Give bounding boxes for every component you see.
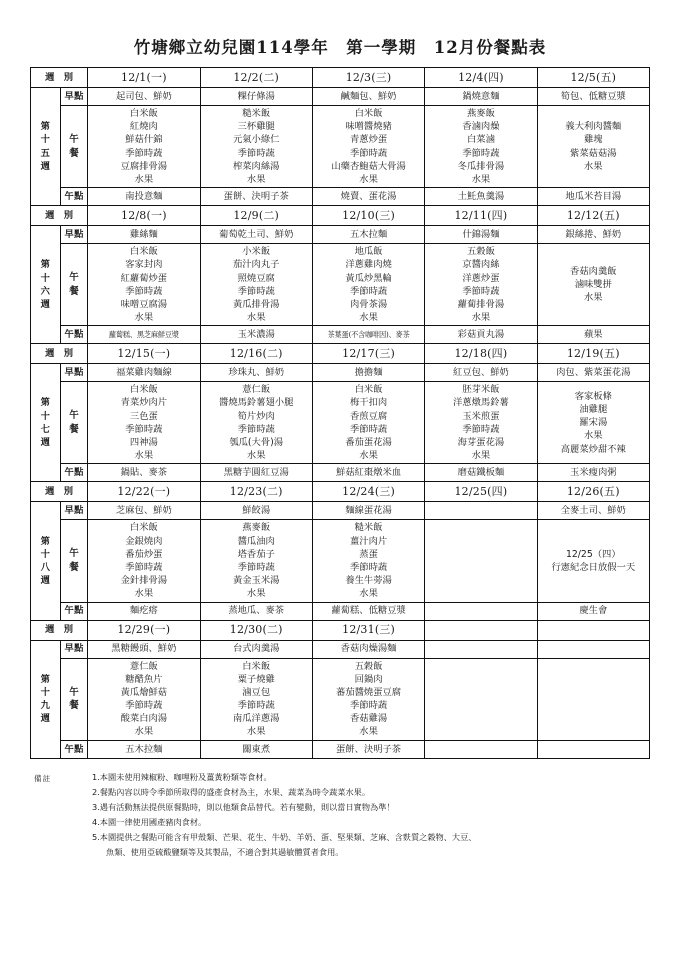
lunch-cell-3	[312, 382, 424, 464]
snack-cell-3: 燒賣、蛋花湯	[312, 188, 424, 206]
meal-label-snack: 午點	[61, 602, 88, 620]
lunch-cell-2	[200, 244, 312, 326]
breakfast-cell-4: 什錦湯麵	[425, 226, 537, 244]
lunch-item: 白米飯	[354, 108, 383, 119]
lunch-item: 水果	[584, 292, 603, 304]
lunch-item: 海芽蛋花湯	[457, 437, 505, 448]
snack-cell-2: 關東煮	[200, 740, 312, 758]
week-label: 第 十 五 週	[31, 88, 61, 206]
lunch-item: 糖醋魚片	[125, 673, 163, 685]
breakfast-cell-4	[425, 502, 537, 520]
lunch-item: 季節時蔬	[237, 147, 275, 159]
date-header-2: 12/9(二)	[200, 206, 312, 226]
week-label: 第 十 八 週	[31, 502, 61, 620]
lunch-item: 白米飯	[242, 660, 271, 672]
lunch-item: 香煎豆腐	[349, 410, 388, 422]
snack-cell-1: 南投意麵	[88, 188, 200, 206]
lunch-item: 季節時蔬	[237, 561, 275, 573]
lunch-item: 地瓜飯	[354, 246, 383, 258]
lunch-item: 元氣小綠仁	[232, 134, 280, 146]
lunch-item: 水果	[471, 173, 491, 185]
meal-label-lunch: 午 餐	[61, 382, 88, 464]
breakfast-cell-4: 鍋燒意麵	[425, 88, 537, 106]
breakfast-row	[31, 364, 650, 382]
week-column-header: 週 別	[31, 620, 88, 640]
holiday-text: 行憲紀念日放假一天	[551, 561, 636, 573]
lunch-cell-2	[200, 106, 312, 188]
meal-label-snack: 午點	[61, 740, 88, 758]
note-item: 4.本園一律使用國產豬肉食材。	[92, 817, 207, 828]
lunch-item: 季節時蔬	[349, 561, 388, 573]
lunch-item: 季節時蔬	[125, 147, 163, 159]
snack-cell-5	[537, 740, 649, 758]
snack-cell-3: 鮮菇紅棗燉米血	[312, 464, 424, 482]
lunch-item: 番茄炒蛋	[125, 548, 163, 560]
lunch-item: 水果	[246, 726, 266, 738]
lunch-item: 季節時蔬	[125, 561, 163, 573]
snack-cell-1: 鍋貼、麥茶	[88, 464, 200, 482]
breakfast-cell-1: 雞絲麵	[88, 226, 200, 244]
lunch-item: 白米飯	[129, 246, 158, 258]
page-title: 竹塘鄉立幼兒園114學年 第一學期 12月份餐點表	[133, 38, 547, 57]
lunch-item: 糙米飯	[242, 108, 271, 119]
date-header-5: 12/26(五)	[537, 482, 649, 502]
lunch-row	[31, 106, 650, 188]
snack-cell-3: 蘿蔔糕、低糖豆漿	[312, 602, 424, 620]
snack-cell-5: 玉米瘦肉粥	[537, 464, 649, 482]
breakfast-cell-1: 福菜雞肉麵線	[88, 364, 200, 382]
notes-label: 備註	[34, 773, 52, 783]
lunch-item: 水果	[134, 726, 154, 738]
lunch-item: 義大利肉醬麵	[565, 121, 622, 133]
lunch-item: 五穀飯	[354, 660, 383, 672]
lunch-cell-4	[425, 382, 537, 464]
lunch-item: 香菇肉羹飯	[570, 265, 617, 277]
lunch-item: 青蔥炒蛋	[349, 134, 388, 146]
lunch-item: 鮮菇什錦	[125, 134, 163, 146]
lunch-item: 雞塊	[584, 134, 603, 146]
lunch-item: 四神湯	[129, 437, 158, 448]
snack-cell-2: 玉米濃湯	[200, 326, 312, 344]
date-header-3: 12/31(三)	[312, 620, 424, 640]
lunch-item: 五穀飯	[466, 246, 495, 258]
date-header-1: 12/1(一)	[88, 68, 200, 88]
lunch-cell-2	[200, 382, 312, 464]
meal-label-lunch: 午 餐	[61, 106, 88, 188]
lunch-item: 酸菜白肉湯	[120, 713, 168, 725]
lunch-item: 水果	[134, 450, 154, 462]
breakfast-cell-5: 全麥土司、鮮奶	[537, 502, 649, 520]
lunch-item: 薏仁飯	[129, 660, 158, 672]
snack-cell-4: 彩菇貢丸湯	[425, 326, 537, 344]
meal-label-lunch: 午 餐	[61, 244, 88, 326]
note-item: 3.遇有活動無法提供原餐點時，則以他類食品替代。若有變動，則以當日實物為準！	[92, 801, 395, 812]
lunch-item: 季節時蔬	[237, 285, 275, 297]
lunch-item: 金銀燒肉	[125, 535, 163, 547]
snack-row	[31, 464, 650, 482]
note-item: 2.餐點內容以時令季節所取得的盛產食材為主，水果、蔬菜為時令蔬菜水果。	[92, 786, 371, 797]
lunch-item: 三杯雞腿	[237, 121, 275, 133]
lunch-item: 京醬肉絲	[462, 259, 500, 271]
lunch-cell-4	[425, 106, 537, 188]
lunch-item: 季節時蔬	[349, 700, 388, 712]
lunch-item: 蒸蛋	[359, 548, 378, 560]
lunch-cell-empty-4	[425, 658, 537, 740]
breakfast-cell-3: 五木拉麵	[312, 226, 424, 244]
lunch-cell-5	[537, 106, 649, 188]
breakfast-cell-1: 起司包、鮮奶	[88, 88, 200, 106]
lunch-cell-5	[537, 382, 649, 464]
lunch-item: 紫菜菇菇湯	[570, 147, 617, 159]
lunch-item: 水果	[359, 450, 378, 462]
date-header-3: 12/17(三)	[312, 344, 424, 364]
lunch-item: 粟子燒雞	[237, 673, 275, 685]
breakfast-cell-2: 珍珠丸、鮮奶	[200, 364, 312, 382]
breakfast-cell-2: 粿仔條湯	[200, 88, 312, 106]
lunch-cell-2	[200, 658, 312, 740]
date-header-1: 12/8(一)	[88, 206, 200, 226]
snack-cell-1: 五木拉麵	[88, 740, 200, 758]
lunch-cell-empty-4	[425, 520, 537, 602]
breakfast-cell-5: 筍包、低糖豆漿	[537, 88, 649, 106]
snack-cell-5: 地瓜米苔目湯	[537, 188, 649, 206]
lunch-item: 水果	[359, 312, 378, 324]
lunch-item: 季節時蔬	[125, 700, 163, 712]
snack-cell-4: 磨菇鐵板麵	[425, 464, 537, 482]
breakfast-cell-1: 芝麻包、鮮奶	[88, 502, 200, 520]
lunch-cell-3	[312, 658, 424, 740]
snack-cell-2: 蒸地瓜、麥茶	[200, 602, 312, 620]
lunch-item: 水果	[584, 160, 603, 172]
week-column-header: 週 別	[31, 344, 88, 364]
lunch-item: 醬燒馬鈴薯翅小腿	[219, 397, 294, 409]
lunch-item: 肉骨茶湯	[349, 298, 388, 310]
date-header-3: 12/10(三)	[312, 206, 424, 226]
lunch-item: 滷味雙拼	[574, 279, 612, 291]
meal-label-breakfast: 早點	[61, 226, 88, 244]
lunch-item: 養生牛蒡湯	[345, 575, 392, 587]
lunch-row	[31, 382, 650, 464]
lunch-item: 水果	[584, 430, 603, 442]
date-header-5: 12/19(五)	[537, 344, 649, 364]
lunch-item: 羅宋湯	[579, 417, 608, 429]
breakfast-cell-3: 擔擔麵	[312, 364, 424, 382]
lunch-item: 水果	[246, 588, 266, 600]
lunch-item: 照燒豆腐	[237, 272, 275, 284]
notes-block	[30, 770, 650, 861]
lunch-item: 紅燒肉	[129, 121, 158, 133]
lunch-item: 水果	[134, 173, 154, 185]
lunch-item: 紅蘿蔔炒蛋	[120, 272, 168, 284]
breakfast-row	[31, 502, 650, 520]
snack-cell-2: 黑糖芋圓紅豆湯	[200, 464, 312, 482]
lunch-item: 山藥杏鮑菇大骨湯	[331, 160, 406, 172]
week-header-row	[31, 68, 650, 88]
lunch-item: 金針排骨湯	[120, 575, 168, 587]
week-header-row	[31, 620, 650, 640]
lunch-item: 水果	[359, 588, 378, 600]
lunch-cell-4	[425, 244, 537, 326]
lunch-item: 蘿蔔排骨湯	[457, 298, 505, 310]
lunch-item: 蕃茄醬燒蛋豆腐	[336, 686, 402, 698]
breakfast-cell-1: 黑糖饅頭、鮮奶	[88, 640, 200, 658]
breakfast-row	[31, 88, 650, 106]
date-header-4: 12/4(四)	[425, 68, 537, 88]
date-header-3: 12/24(三)	[312, 482, 424, 502]
snack-cell-3: 蛋餅、決明子茶	[312, 740, 424, 758]
lunch-item: 白米飯	[129, 108, 158, 119]
date-header-5: 12/5(五)	[537, 68, 649, 88]
lunch-item: 黃金玉米湯	[232, 575, 280, 587]
breakfast-cell-3: 麵線蛋花湯	[312, 502, 424, 520]
lunch-item: 油雞腿	[579, 404, 608, 416]
date-header-2: 12/23(二)	[200, 482, 312, 502]
breakfast-row	[31, 640, 650, 658]
date-header-2: 12/16(二)	[200, 344, 312, 364]
week-column-header: 週 別	[31, 482, 88, 502]
lunch-item: 白米飯	[354, 384, 383, 396]
lunch-item: 南瓜洋蔥湯	[232, 713, 280, 725]
lunch-item: 白米飯	[129, 522, 158, 534]
lunch-item: 季節時蔬	[125, 285, 163, 297]
lunch-item: 瓠瓜(大骨)湯	[229, 437, 284, 448]
snack-cell-3: 茶葉蛋(不含咖啡因)、麥茶	[312, 326, 424, 344]
lunch-item: 水果	[359, 173, 378, 185]
lunch-item: 季節時蔬	[237, 423, 275, 435]
lunch-cell-1	[88, 658, 200, 740]
meal-label-breakfast: 早點	[61, 88, 88, 106]
lunch-item: 味噌豆腐湯	[120, 298, 168, 310]
lunch-item: 筍片炒肉	[237, 410, 275, 422]
lunch-item: 客家板條	[574, 390, 612, 402]
lunch-item: 季節時蔬	[125, 423, 163, 435]
lunch-item: 玉米煎蛋	[462, 410, 500, 422]
lunch-cell-1	[88, 244, 200, 326]
week-header-row	[31, 344, 650, 364]
date-header-1: 12/15(一)	[88, 344, 200, 364]
breakfast-cell-3: 鹹麵包、鮮奶	[312, 88, 424, 106]
lunch-item: 榨菜肉絲湯	[232, 160, 280, 172]
lunch-item: 季節時蔬	[349, 285, 388, 297]
snack-row	[31, 326, 650, 344]
lunch-item: 青菜炒肉片	[120, 397, 168, 409]
lunch-item: 水果	[134, 588, 154, 600]
lunch-item: 塔香茄子	[237, 548, 275, 560]
lunch-item: 黃瓜炒黑輪	[345, 272, 392, 284]
lunch-item: 季節時蔬	[462, 147, 500, 159]
meal-label-breakfast: 早點	[61, 502, 88, 520]
date-header-5: 12/12(五)	[537, 206, 649, 226]
lunch-item: 客家封肉	[125, 259, 163, 271]
lunch-item: 季節時蔬	[237, 700, 275, 712]
lunch-item: 胚芽米飯	[462, 384, 500, 396]
breakfast-cell-4	[425, 640, 537, 658]
lunch-row	[31, 658, 650, 740]
date-header-4	[425, 620, 537, 640]
lunch-item: 糙米飯	[354, 522, 383, 534]
snack-cell-2: 蛋餅、決明子茶	[200, 188, 312, 206]
week-label: 第 十 九 週	[31, 640, 61, 758]
lunch-cell-empty-5	[537, 658, 649, 740]
breakfast-cell-2: 台式肉羹湯	[200, 640, 312, 658]
breakfast-cell-4: 紅豆包、鮮奶	[425, 364, 537, 382]
lunch-item: 薑汁肉片	[349, 535, 388, 547]
lunch-item: 洋蔥雞肉燒	[345, 259, 392, 271]
note-item: 魚類、使用亞硫酸鹽類等及其製品，不適合對其過敏體質者食用。	[106, 847, 344, 858]
lunch-item: 水果	[246, 450, 266, 462]
lunch-item: 白米飯	[129, 384, 158, 396]
holiday-notice-cell	[537, 520, 649, 602]
lunch-item: 季節時蔬	[462, 423, 500, 435]
menu-table	[30, 67, 650, 759]
lunch-item: 水果	[134, 312, 154, 324]
breakfast-cell-5	[537, 640, 649, 658]
lunch-cell-3	[312, 520, 424, 602]
lunch-item: 香滷肉燥	[462, 121, 500, 133]
snack-row	[31, 188, 650, 206]
lunch-cell-5	[537, 244, 649, 326]
date-header-4: 12/18(四)	[425, 344, 537, 364]
lunch-row	[31, 244, 650, 326]
lunch-item: 滷豆包	[242, 686, 271, 698]
date-header-4: 12/11(四)	[425, 206, 537, 226]
lunch-item: 水果	[471, 312, 491, 324]
lunch-cell-1	[88, 106, 200, 188]
lunch-item: 燕麥飯	[466, 108, 495, 119]
week-column-header: 週 別	[31, 206, 88, 226]
lunch-cell-2	[200, 520, 312, 602]
date-header-3: 12/3(三)	[312, 68, 424, 88]
snack-cell-5: 蘋果	[537, 326, 649, 344]
breakfast-cell-3: 香菇肉燥湯麵	[312, 640, 424, 658]
lunch-cell-1	[88, 382, 200, 464]
lunch-item: 冬瓜排骨湯	[457, 160, 505, 172]
date-header-2: 12/30(二)	[200, 620, 312, 640]
lunch-item: 薏仁飯	[242, 384, 271, 396]
lunch-item: 梅干扣肉	[349, 397, 388, 409]
lunch-item: 燕麥飯	[242, 522, 271, 534]
lunch-item: 黃瓜排骨湯	[232, 298, 280, 310]
date-header-1: 12/29(一)	[88, 620, 200, 640]
meal-label-breakfast: 早點	[61, 364, 88, 382]
lunch-item: 季節時蔬	[349, 423, 388, 435]
lunch-cell-1	[88, 520, 200, 602]
snack-cell-1: 麵疙瘩	[88, 602, 200, 620]
week-label: 第 十 七 週	[31, 364, 61, 482]
breakfast-cell-5: 肉包、紫菜蛋花湯	[537, 364, 649, 382]
lunch-item: 豆腐排骨湯	[120, 160, 168, 172]
lunch-item: 味噌醬燒豬	[345, 121, 392, 133]
breakfast-cell-5: 銀絲捲、鮮奶	[537, 226, 649, 244]
meal-label-snack: 午點	[61, 326, 88, 344]
lunch-item: 洋蔥燉馬鈴薯	[453, 397, 509, 409]
lunch-item: 洋蔥炒蛋	[462, 272, 500, 284]
lunch-item: 小米飯	[242, 246, 271, 258]
lunch-row	[31, 520, 650, 602]
week-column-header: 週 別	[31, 68, 88, 88]
breakfast-cell-2: 葡萄乾土司、鮮奶	[200, 226, 312, 244]
date-header-4: 12/25(四)	[425, 482, 537, 502]
meal-label-lunch: 午 餐	[61, 520, 88, 602]
meal-label-snack: 午點	[61, 464, 88, 482]
lunch-item: 白菜滷	[466, 134, 495, 146]
snack-cell-1: 蘿蔔糕、黑芝麻鮮豆漿	[88, 326, 200, 344]
lunch-cell-3	[312, 244, 424, 326]
lunch-item: 醬瓜油肉	[237, 535, 275, 547]
note-item: 5.本園提供之餐點可能含有甲殼類、芒果、花生、牛奶、羊奶、蛋、堅果類、芝麻、含麩質之穀物、大豆、	[92, 832, 477, 843]
lunch-item: 黃瓜燴鮮菇	[120, 686, 168, 698]
lunch-cell-3	[312, 106, 424, 188]
lunch-item: 高麗菜炒甜不辣	[560, 443, 626, 455]
week-header-row	[31, 482, 650, 502]
holiday-date: 12/25（四）	[565, 548, 621, 560]
lunch-item: 水果	[246, 312, 266, 324]
date-header-1: 12/22(一)	[88, 482, 200, 502]
snack-cell-4	[425, 602, 537, 620]
lunch-item: 香菇雞湯	[349, 713, 388, 725]
snack-cell-4	[425, 740, 537, 758]
snack-cell-4: 土魠魚羹湯	[425, 188, 537, 206]
lunch-item: 回鍋肉	[354, 673, 383, 685]
lunch-item: 季節時蔬	[462, 285, 500, 297]
date-header-2: 12/2(二)	[200, 68, 312, 88]
lunch-item: 水果	[471, 450, 491, 462]
date-header-5	[537, 620, 649, 640]
meal-label-lunch: 午 餐	[61, 658, 88, 740]
meal-label-breakfast: 早點	[61, 640, 88, 658]
breakfast-cell-2: 鮮餃湯	[200, 502, 312, 520]
lunch-item: 番茄蛋花湯	[345, 437, 392, 448]
week-label: 第 十 六 週	[31, 226, 61, 344]
week-header-row	[31, 206, 650, 226]
snack-row	[31, 602, 650, 620]
breakfast-row	[31, 226, 650, 244]
lunch-item: 三色蛋	[129, 410, 158, 422]
lunch-item: 季節時蔬	[349, 147, 388, 159]
lunch-item: 水果	[246, 173, 266, 185]
lunch-item: 水果	[359, 726, 378, 738]
note-item: 1.本園未使用辣椒粉、咖哩粉及薑黃粉類等食材。	[92, 771, 272, 782]
snack-cell-5: 慶生會	[537, 602, 649, 620]
lunch-item: 茄汁肉丸子	[232, 259, 280, 271]
snack-row	[31, 740, 650, 758]
meal-label-snack: 午點	[61, 188, 88, 206]
